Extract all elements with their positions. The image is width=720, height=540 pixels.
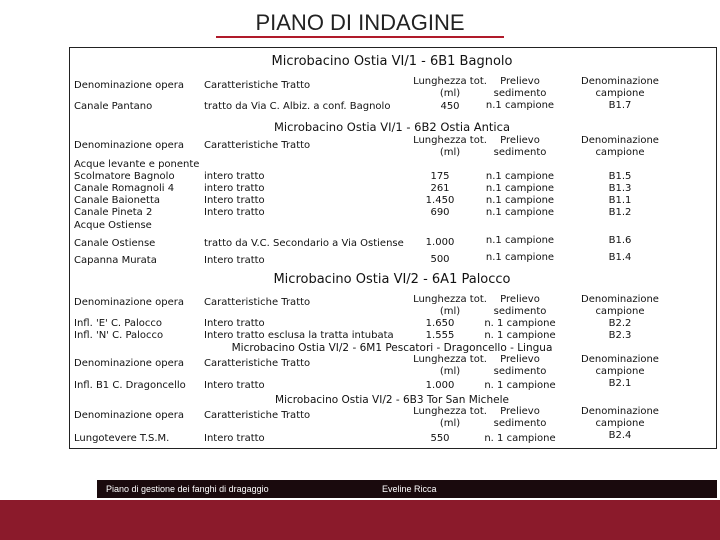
header-lunghezza-unit: (ml) xyxy=(439,88,461,99)
header-lunghezza-unit: (ml) xyxy=(439,147,461,158)
header-prelievo: Prelievo xyxy=(500,135,540,146)
cell-length: 1.000 xyxy=(425,380,455,391)
cell-length: 450 xyxy=(440,101,460,112)
cell-campione: B2.4 xyxy=(608,430,632,441)
header-lunghezza: Lunghezza tot. xyxy=(413,135,487,146)
group-label: Acque levante e ponente xyxy=(74,159,200,170)
header-prelievo: Prelievo xyxy=(500,406,540,417)
cell-campione: B1.4 xyxy=(608,252,632,263)
header-campione: Denominazione xyxy=(581,135,659,146)
section-title: Microbacino Ostia VI/1 - 6B2 Ostia Antica xyxy=(273,120,510,134)
header-campione: Denominazione xyxy=(581,406,659,417)
cell-tratto: Intero tratto esclusa la tratta intubata xyxy=(204,330,394,341)
cell-campione: B1.1 xyxy=(608,195,632,206)
header-lunghezza-unit: (ml) xyxy=(439,366,461,377)
header-prelievo: Prelievo xyxy=(500,294,540,305)
cell-name: Canale Baionetta xyxy=(74,195,161,206)
cell-campione: B1.2 xyxy=(608,207,632,218)
header-lunghezza: Lunghezza tot. xyxy=(413,406,487,417)
cell-tratto: Intero tratto xyxy=(204,255,265,266)
footer-author: Eveline Ricca xyxy=(382,484,437,494)
header-caratteristiche-tratto: Caratteristiche Tratto xyxy=(204,358,311,369)
header-prelievo-sub: sedimento xyxy=(493,147,547,158)
cell-prelievo: n.1 campione xyxy=(485,195,555,206)
cell-length: 1.650 xyxy=(425,318,455,329)
group-label: Acque Ostiense xyxy=(74,220,152,231)
bottom-accent-bar xyxy=(0,500,720,540)
cell-tratto: intero tratto xyxy=(204,171,265,182)
cell-name: Scolmatore Bagnolo xyxy=(74,171,175,182)
header-lunghezza: Lunghezza tot. xyxy=(413,354,487,365)
header-campione-sub: campione xyxy=(595,88,645,99)
cell-length: 261 xyxy=(430,183,450,194)
cell-tratto: Intero tratto xyxy=(204,380,265,391)
cell-name: Capanna Murata xyxy=(74,255,157,266)
header-campione-sub: campione xyxy=(595,418,645,429)
cell-prelievo: n.1 campione xyxy=(485,171,555,182)
header-prelievo-sub: sedimento xyxy=(493,418,547,429)
cell-name: Infl. 'N' C. Palocco xyxy=(74,330,164,341)
cell-name: Canale Pantano xyxy=(74,101,153,112)
section-title: Microbacino Ostia VI/2 - 6A1 Palocco xyxy=(273,272,511,287)
cell-name: Canale Pineta 2 xyxy=(74,207,153,218)
cell-tratto: Intero tratto xyxy=(204,318,265,329)
cell-prelievo: n.1 campione xyxy=(485,100,555,111)
cell-length: 690 xyxy=(430,207,450,218)
header-caratteristiche-tratto: Caratteristiche Tratto xyxy=(204,80,311,91)
header-prelievo-sub: sedimento xyxy=(493,88,547,99)
section-title: Microbacino Ostia VI/2 - 6B3 Tor San Michele xyxy=(275,394,509,406)
header-denominazione-opera: Denominazione opera xyxy=(74,410,184,421)
header-caratteristiche-tratto: Caratteristiche Tratto xyxy=(204,297,311,308)
header-lunghezza: Lunghezza tot. xyxy=(413,76,487,87)
header-campione-sub: campione xyxy=(595,147,645,158)
header-prelievo: Prelievo xyxy=(500,354,540,365)
page-title: PIANO DI INDAGINE xyxy=(255,10,465,35)
cell-campione: B2.1 xyxy=(608,378,632,389)
cell-length: 175 xyxy=(430,171,450,182)
header-denominazione-opera: Denominazione opera xyxy=(74,297,184,308)
header-prelievo-sub: sedimento xyxy=(493,306,547,317)
cell-name: Canale Romagnoli 4 xyxy=(74,183,175,194)
header-caratteristiche-tratto: Caratteristiche Tratto xyxy=(204,140,311,151)
cell-campione: B1.6 xyxy=(608,235,632,246)
header-denominazione-opera: Denominazione opera xyxy=(74,358,184,369)
cell-campione: B1.7 xyxy=(608,100,632,111)
cell-name: Infl. 'E' C. Palocco xyxy=(74,318,162,329)
header-campione-sub: campione xyxy=(595,306,645,317)
header-campione-sub: campione xyxy=(595,366,645,377)
footer-document-title: Piano di gestione dei fanghi di dragaggio xyxy=(106,484,269,494)
header-caratteristiche-tratto: Caratteristiche Tratto xyxy=(204,410,311,421)
cell-length: 1.555 xyxy=(425,330,455,341)
cell-tratto: Intero tratto xyxy=(204,195,265,206)
cell-prelievo: n. 1 campione xyxy=(484,433,556,444)
cell-campione: B2.3 xyxy=(608,330,632,341)
cell-prelievo: n. 1 campione xyxy=(484,318,556,329)
header-lunghezza-unit: (ml) xyxy=(439,306,461,317)
cell-tratto: Intero tratto xyxy=(204,207,265,218)
cell-tratto: tratto da V.C. Secondario a Via Ostiense xyxy=(204,238,404,249)
cell-tratto: intero tratto xyxy=(204,183,265,194)
cell-length: 1.450 xyxy=(425,195,455,206)
header-lunghezza: Lunghezza tot. xyxy=(413,294,487,305)
header-denominazione-opera: Denominazione opera xyxy=(74,140,184,151)
cell-name: Infl. B1 C. Dragoncello xyxy=(74,380,186,391)
header-prelievo-sub: sedimento xyxy=(493,366,547,377)
header-campione: Denominazione xyxy=(581,76,659,87)
cell-prelievo: n. 1 campione xyxy=(484,330,556,341)
section-title: Microbacino Ostia VI/2 - 6M1 Pescatori - Dragoncello - Lingua xyxy=(231,342,553,354)
cell-name: Canale Ostiense xyxy=(74,238,156,249)
header-campione: Denominazione xyxy=(581,294,659,305)
title-underline xyxy=(216,36,504,38)
cell-length: 1.000 xyxy=(425,237,455,248)
cell-length: 500 xyxy=(430,254,450,265)
cell-campione: B2.2 xyxy=(608,318,632,329)
cell-tratto: Intero tratto xyxy=(204,433,265,444)
header-campione: Denominazione xyxy=(581,354,659,365)
header-prelievo: Prelievo xyxy=(500,76,540,87)
header-lunghezza-unit: (ml) xyxy=(439,418,461,429)
header-denominazione-opera: Denominazione opera xyxy=(74,80,184,91)
section-title: Microbacino Ostia VI/1 - 6B1 Bagnolo xyxy=(271,54,513,69)
cell-prelievo: n. 1 campione xyxy=(484,380,556,391)
cell-prelievo: n.1 campione xyxy=(485,252,555,263)
cell-name: Lungotevere T.S.M. xyxy=(74,433,170,444)
cell-campione: B1.5 xyxy=(608,171,632,182)
cell-tratto: tratto da Via C. Albiz. a conf. Bagnolo xyxy=(204,101,391,112)
cell-length: 550 xyxy=(430,433,450,444)
cell-prelievo: n.1 campione xyxy=(485,235,555,246)
cell-campione: B1.3 xyxy=(608,183,632,194)
cell-prelievo: n.1 campione xyxy=(485,183,555,194)
cell-prelievo: n.1 campione xyxy=(485,207,555,218)
